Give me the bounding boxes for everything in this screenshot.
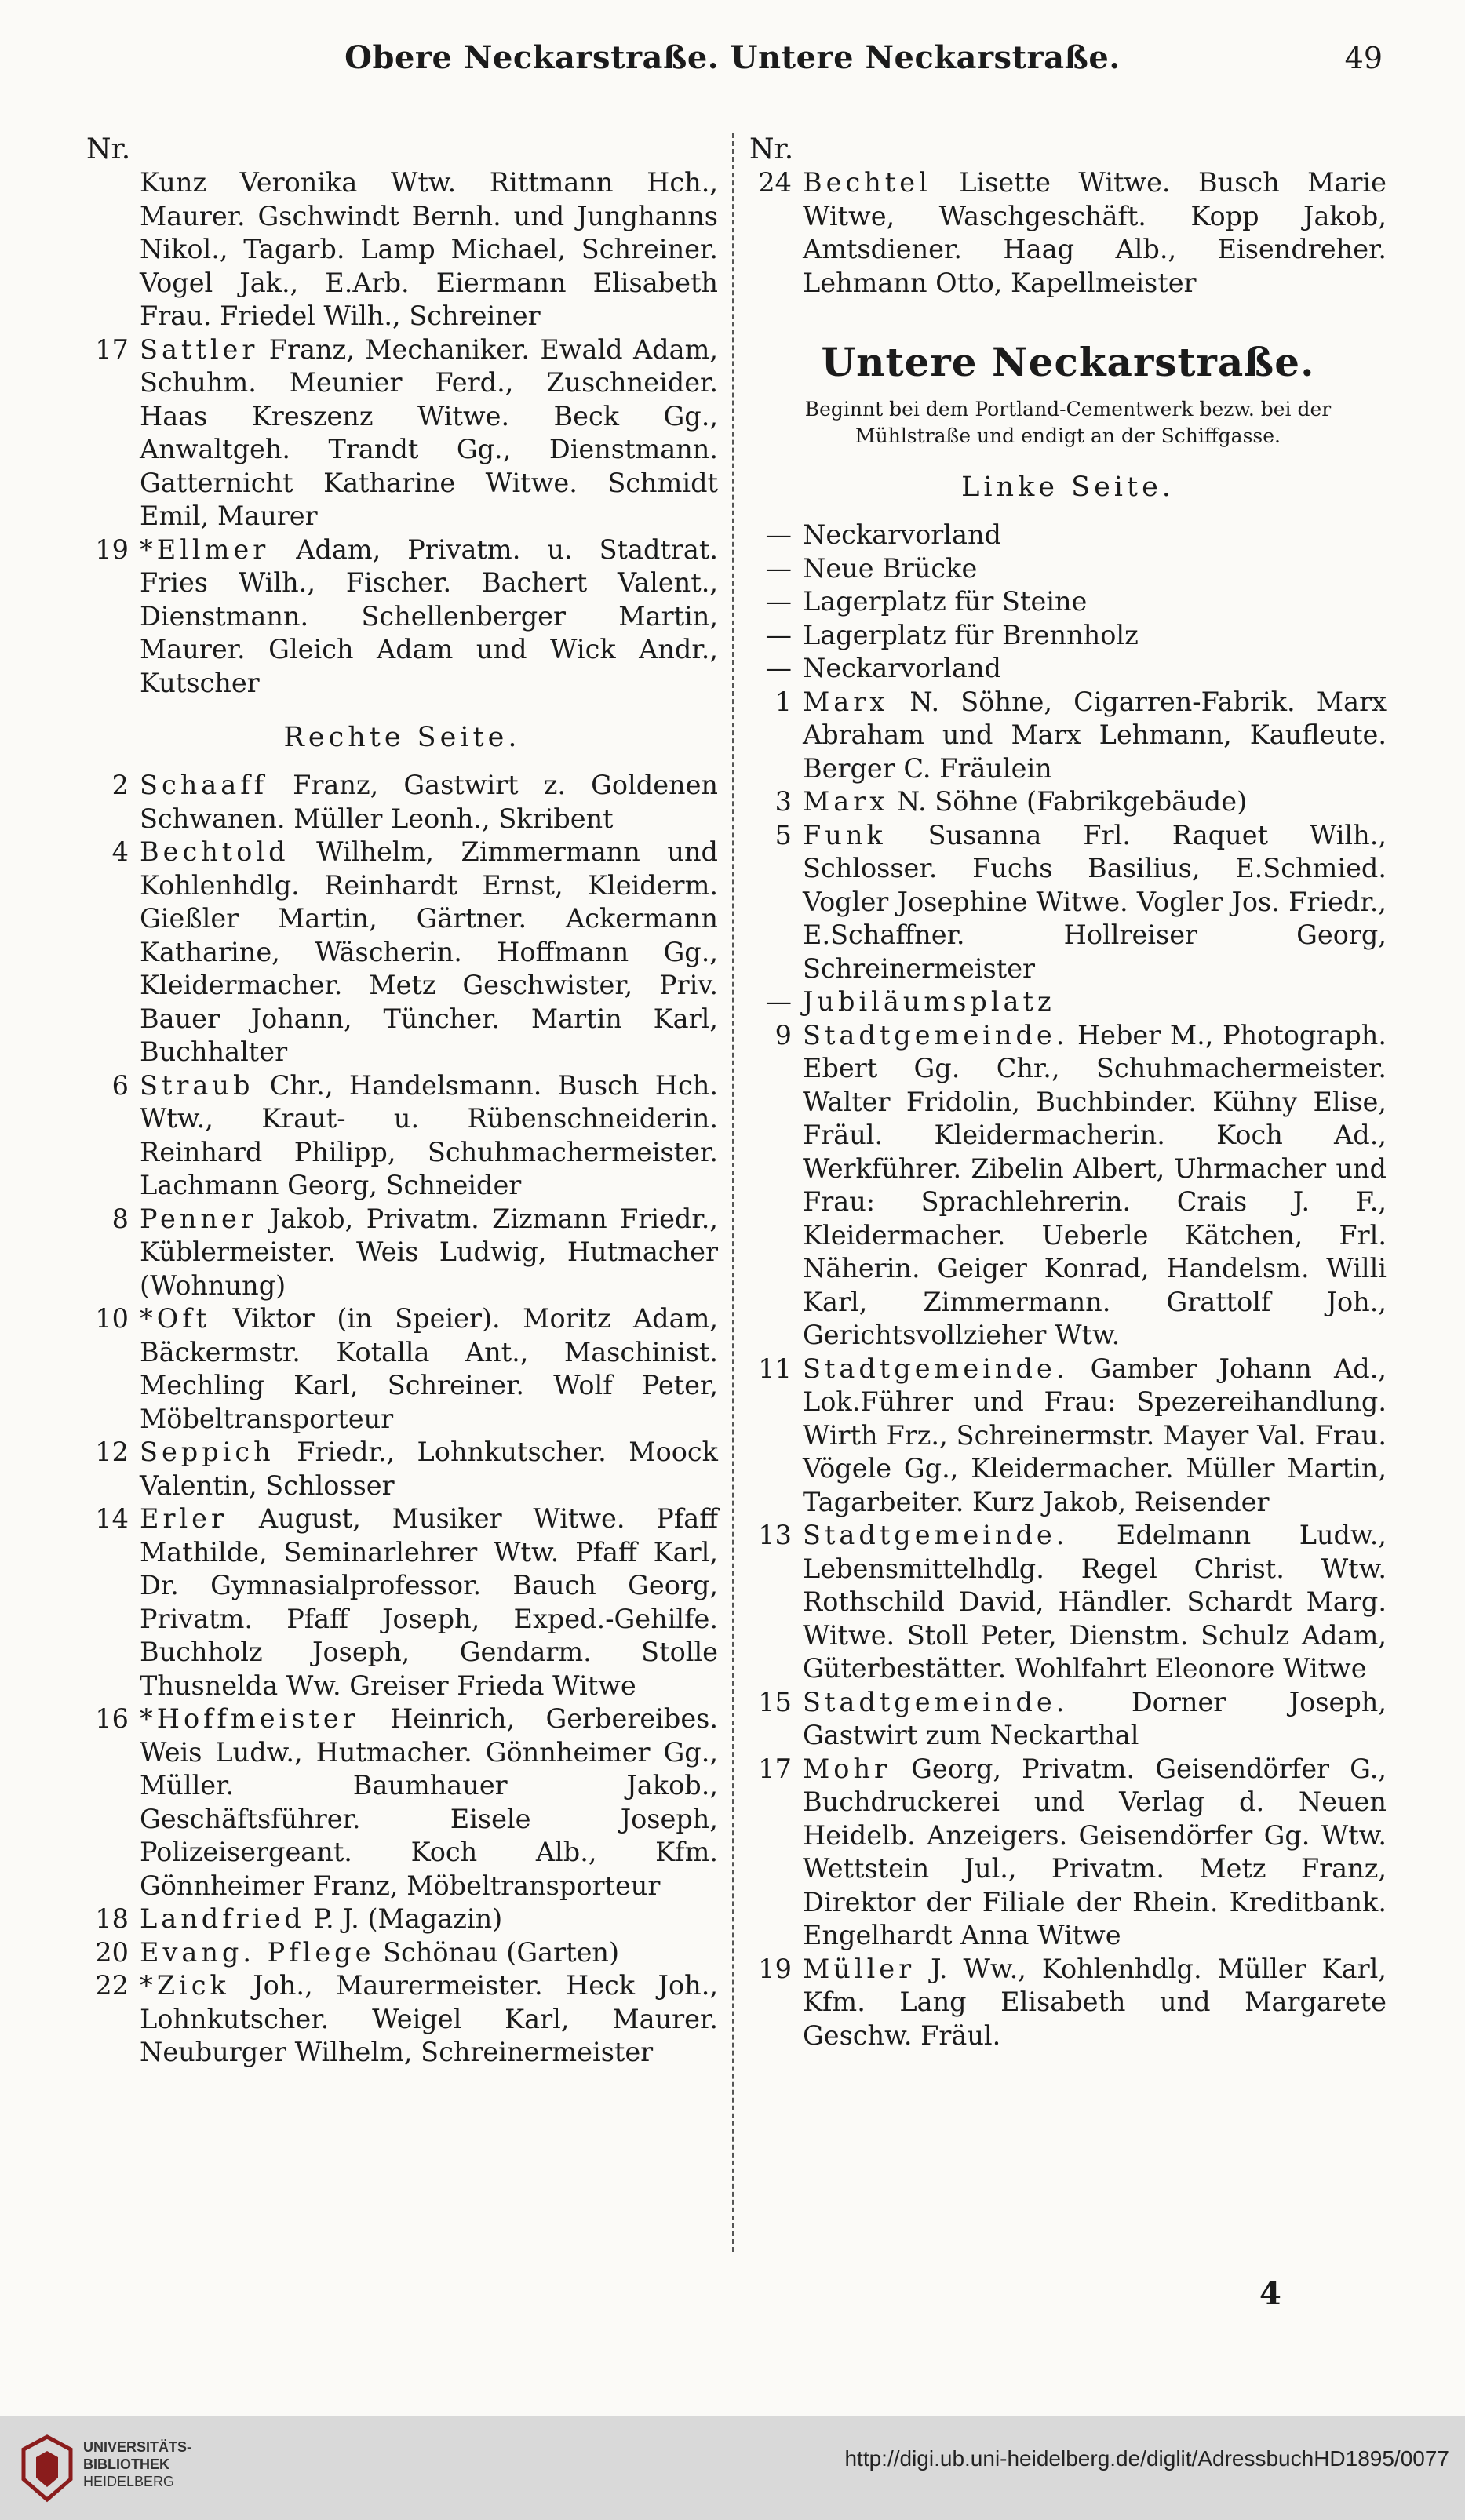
entry-text	[803, 619, 1387, 653]
entry-details: Adam, Privatm. u. Stadtrat. Fries Wilh., Fischer. Bachert Valent., Dienstmann. Schellenberger Martin, Maurer. Gleich Adam und Wick Andr., Kutscher	[140, 533, 718, 698]
right-column	[749, 133, 1387, 2052]
entry-text	[803, 686, 1387, 786]
list-item	[749, 1753, 1387, 1953]
house-number: 24	[758, 167, 792, 198]
list-item	[749, 1519, 1387, 1686]
entry-details: Viktor (in Speier). Moritz Adam, Bäckermstr. Kotalla Ant., Maschinist. Mechling Karl, Schreiner. Wolf Peter, Möbeltransporteur	[140, 1303, 718, 1434]
house-number: 22	[95, 1970, 129, 2001]
entry-details: Franz, Gastwirt z. Goldenen Schwanen. Müller Leonh., Skribent	[140, 770, 718, 834]
entry-text	[803, 1019, 1387, 1353]
entry-name: Straub	[140, 1069, 254, 1101]
entry-name: *Ellmer	[140, 533, 270, 565]
left-column	[86, 133, 718, 2070]
list-item	[86, 533, 718, 701]
house-number: 18	[95, 1903, 129, 1934]
source-url-link[interactable]: http://digi.ub.uni-heidelberg.de/diglit/AdressbuchHD1895/0077	[844, 2446, 1449, 2471]
house-number: 17	[758, 1753, 792, 1784]
list-item	[86, 333, 718, 533]
entry-name: Sattler	[140, 333, 259, 365]
house-number: 14	[95, 1503, 129, 1534]
entry-details: Heinrich, Gerbereibes. Weis Ludw., Hutmacher. Gönnheimer Gg., Müller. Baumhauer Jakob., Geschäftsführer. Eisele Joseph, Polizeisergeant. Koch Alb., Kfm. Gönnheimer Franz, Möbeltransporteur	[140, 1703, 718, 1901]
entry-name: Seppich	[140, 1437, 275, 1467]
entry-details: Gamber Johann Ad., Lok.Führer und Frau: Spezereihandlung. Wirth Frz., Schreinermstr. Mayer Val. Frau. Vögele Gg., Kleidermacher. Müller Martin, Tagarbeiter. Kurz Jakob, Reisender	[803, 1353, 1387, 1517]
entry-text	[140, 1436, 718, 1502]
entry-name: *Oft	[140, 1303, 211, 1334]
entry-list	[86, 769, 718, 2070]
house-number: 19	[758, 1953, 792, 1984]
house-number: 17	[95, 333, 129, 365]
entry-text	[140, 1936, 718, 1970]
street-title: Untere Neckarstraße.	[821, 339, 1315, 385]
entry-text	[140, 1302, 718, 1436]
entry-details: Edelmann Ludw., Lebensmittelhdlg. Regel Christ. Wtw. Rothschild David, Händler. Schardt Marg. Witwe. Stoll Peter, Dienstm. Schulz Adam, Güterbestätter. Wohlfahrt Eleonore Witwe	[803, 1520, 1387, 1684]
list-item	[86, 166, 718, 333]
entry-details: Neckarvorland	[803, 653, 1002, 683]
list-item	[86, 769, 718, 836]
entry-text	[803, 585, 1387, 619]
entry-text	[803, 819, 1387, 986]
list-item	[749, 785, 1387, 819]
house-number	[86, 166, 140, 333]
library-logo-text: UNIVERSITÄTS- BIBLIOTHEK HEIDELBERG	[83, 2439, 192, 2489]
house-number: 4	[111, 836, 129, 867]
university-logo-icon	[16, 2434, 78, 2504]
house-number: —	[765, 519, 792, 550]
list-item	[749, 1953, 1387, 2053]
entry-details: Joh., Maurermeister. Heck Joh., Lohnkutscher. Weigel Karl, Maurer. Neuburger Wilhelm, Schreinermeister	[140, 1970, 718, 2067]
entry-name: Schaaff	[140, 770, 268, 800]
entry-name: Stadtgemeinde.	[803, 1686, 1069, 1717]
entry-details: N. Söhne (Fabrikgebäude)	[896, 786, 1248, 817]
house-number: —	[765, 986, 792, 1017]
page-header	[0, 39, 1465, 86]
entry-details: Wilhelm, Zimmermann und Kohlenhdlg. Reinhardt Ernst, Kleiderm. Gießler Martin, Gärtner. Ackermann Katharine, Wäscherin. Hoffmann Gg., Kleidermacher. Metz Geschwister, Priv. Bauer Johann, Tüncher. Martin Karl, Buchhalter	[140, 836, 718, 1067]
list-item	[749, 1686, 1387, 1753]
entry-details: Susanna Frl. Raquet Wilh., Schlosser. Fuchs Basilius, E.Schmied. Vogler Josephine Witwe. Vogler Jos. Friedr., E.Schaffner. Hollreiser Georg, Schreinermeister	[803, 819, 1387, 984]
entry-text	[803, 1753, 1387, 1953]
list-item	[86, 1702, 718, 1903]
list-item	[749, 166, 1387, 300]
entry-details: Georg, Privatm. Geisendörfer G., Buchdruckerei und Verlag d. Neuen Heidelb. Anzeigers. Geisendörfer Gg. Wtw. Wettstein Jul., Privatm. Metz Franz, Direktor der Filiale der Rhein. Kreditbank. Engelhardt Anna Witwe	[803, 1753, 1387, 1950]
entry-name: Stadtgemeinde.	[803, 1353, 1069, 1384]
list-item	[749, 585, 1387, 619]
house-number: 8	[111, 1203, 129, 1234]
house-number: 5	[774, 819, 792, 850]
entry-text	[140, 333, 718, 533]
house-number: —	[765, 619, 792, 650]
house-number: 3	[774, 786, 792, 817]
list-item	[749, 519, 1387, 552]
entry-details: Dorner Joseph, Gastwirt zum Neckarthal	[803, 1686, 1387, 1750]
entry-details: August, Musiker Witwe. Pfaff Mathilde, Seminarlehrer Wtw. Pfaff Karl, Dr. Gymnasialprofessor. Bauch Georg, Privatm. Pfaff Joseph, Exped.-Gehilfe. Buchholz Joseph, Gendarm. Stolle Thusnelda Ww. Greiser Frieda Witwe	[140, 1503, 719, 1701]
footer-bar	[0, 2416, 1465, 2520]
entry-text	[140, 1903, 718, 1936]
entry-name: Stadtgemeinde.	[803, 1019, 1069, 1051]
entry-text	[803, 1353, 1387, 1520]
entry-details: Neue Brücke	[803, 552, 978, 584]
entry-text	[803, 552, 1387, 586]
entry-text	[803, 985, 1387, 1019]
list-item	[86, 1903, 718, 1936]
entry-text	[803, 1953, 1387, 2053]
entry-name: Müller	[803, 1953, 916, 1984]
house-number: 15	[758, 1686, 792, 1717]
section-heading: Rechte Seite.	[283, 722, 521, 753]
entry-details: Lagerplatz für Steine	[803, 586, 1088, 617]
entry-details: Neckarvorland	[803, 519, 1002, 550]
entry-details: Lagerplatz für Brennholz	[803, 619, 1139, 650]
entry-text	[803, 652, 1387, 686]
list-item	[749, 652, 1387, 686]
house-number: 12	[95, 1437, 129, 1467]
entry-name: Funk	[803, 819, 887, 850]
entry-text: Kunz Veronika Wtw. Rittmann Hch., Maurer. Gschwindt Bernh. und Junghanns Nikol., Tagarb. Lamp Michael, Schreiner. Vogel Jak., E.Arb. Eiermann Elisabeth Frau. Friedel Wilh., Schreiner	[140, 167, 718, 331]
house-number: —	[765, 586, 792, 617]
entry-name: Erler	[140, 1503, 228, 1534]
entry-name: Mohr	[803, 1753, 891, 1784]
entry-text	[803, 166, 1387, 300]
entry-details: N. Söhne, Cigarren-Fabrik. Marx Abraham und Marx Lehmann, Kaufleute. Berger C. Fräulein	[803, 686, 1387, 784]
list-item	[749, 552, 1387, 586]
section-heading: Linke Seite.	[961, 472, 1175, 503]
list-item	[86, 1936, 718, 1970]
house-number: 2	[111, 770, 129, 800]
entry-name: Bechtold	[140, 836, 290, 867]
entry-details: Franz, Mechaniker. Ewald Adam, Schuhm. Meunier Ferd., Zuschneider. Haas Kreszenz Witwe. Beck Gg., Anwaltgeh. Trandt Gg., Dienstmann. Gatternicht Katharine Witwe. Schmidt Emil, Maurer	[140, 333, 718, 531]
entry-text	[140, 769, 718, 836]
entry-details: Heber M., Photograph. Ebert Gg. Chr., Schuhmachermeister. Walter Fridolin, Buchbinder. Kühny Elise, Fräul. Kleidermacherin. Koch Ad., Werkführer. Zibelin Albert, Uhrmacher und Frau: Sprachlehrerin. Crais J. F., Kleidermacher. Ueberle Kätchen, Frl. Näherin. Geiger Konrad, Handelsm. Willi Karl, Zimmermann. Grattolf Joh., Gerichtsvollzieher Wtw.	[803, 1019, 1387, 1350]
entry-name: Landfried	[140, 1903, 305, 1934]
list-item	[749, 819, 1387, 986]
list-item	[749, 1019, 1387, 1353]
entry-details: J. Ww., Kohlenhdlg. Müller Karl, Kfm. Lang Elisabeth und Margarete Geschw. Fräul.	[803, 1953, 1387, 2051]
entry-text	[803, 1686, 1387, 1753]
entry-details: Jakob, Privatm. Zizmann Friedr., Küblermeister. Weis Ludwig, Hutmacher (Wohnung)	[140, 1203, 718, 1301]
list-item	[86, 836, 718, 1069]
entry-text	[140, 1702, 718, 1903]
list-item	[749, 686, 1387, 786]
house-number: —	[765, 653, 792, 683]
entry-name: Stadtgemeinde.	[803, 1520, 1069, 1550]
list-item	[86, 1969, 718, 2070]
list-item	[749, 985, 1387, 1019]
house-number: 10	[95, 1303, 129, 1334]
sheet-number: 4	[1259, 2275, 1281, 2312]
list-item	[86, 1302, 718, 1436]
entry-details: Schönau (Garten)	[383, 1936, 620, 1968]
house-number: 9	[774, 1019, 792, 1051]
list-item	[86, 1502, 718, 1702]
list-item	[749, 619, 1387, 653]
entry-text	[140, 533, 718, 701]
entry-list	[749, 519, 1387, 2052]
house-number: 1	[774, 686, 792, 717]
entry-text	[140, 1969, 718, 2070]
house-number: 13	[758, 1520, 792, 1550]
street-subtitle: Beginnt bei dem Portland-Cementwerk bezw. bei der Mühlstraße und endigt an der Schiffgasse.	[804, 398, 1332, 447]
entry-name: Evang. Pflege	[140, 1936, 375, 1968]
entry-name: *Hoffmeister	[140, 1703, 359, 1734]
entry-list	[749, 166, 1387, 300]
entry-details: Lisette Witwe. Busch Marie Witwe, Waschgeschäft. Kopp Jakob, Amtsdiener. Haag Alb., Eisendreher. Lehmann Otto, Kapellmeister	[803, 167, 1387, 298]
entry-name: Bechtel	[803, 167, 931, 198]
entry-name: Jubiläumsplatz	[803, 986, 1055, 1017]
list-item	[749, 1353, 1387, 1520]
entry-name: *Zick	[140, 1970, 230, 2001]
entry-name: Marx	[803, 786, 889, 817]
list-item	[86, 1203, 718, 1303]
house-number: 11	[758, 1353, 792, 1384]
nr-label: Nr.	[749, 133, 794, 166]
entry-details: Friedr., Lohnkutscher. Moock Valentin, Schlosser	[140, 1437, 718, 1501]
list-item	[86, 1069, 718, 1203]
page-title: Obere Neckarstraße. Untere Neckarstraße.	[344, 39, 1121, 76]
nr-label: Nr.	[86, 133, 131, 166]
entry-text	[140, 1203, 718, 1303]
house-number: —	[765, 552, 792, 584]
house-number: 16	[95, 1703, 129, 1734]
entry-text	[140, 1069, 718, 1203]
page-number: 49	[1344, 41, 1383, 75]
entry-list	[86, 333, 718, 701]
house-number: 6	[111, 1069, 129, 1101]
entry-details: P. J. (Magazin)	[313, 1903, 503, 1934]
house-number: 19	[95, 533, 129, 565]
entry-name: Penner	[140, 1203, 257, 1234]
entry-text	[803, 519, 1387, 552]
entry-text	[803, 1519, 1387, 1686]
house-number: 20	[95, 1936, 129, 1968]
column-divider	[732, 133, 734, 2252]
entry-text	[140, 836, 718, 1069]
entry-text	[803, 785, 1387, 819]
entry-details: Chr., Handelsmann. Busch Hch. Wtw., Kraut- u. Rübenschneiderin. Reinhard Philipp, Schuhmachermeister. Lachmann Georg, Schneider	[140, 1069, 718, 1200]
list-item	[86, 1436, 718, 1502]
entry-text	[140, 1502, 718, 1702]
entry-name: Marx	[803, 686, 889, 717]
